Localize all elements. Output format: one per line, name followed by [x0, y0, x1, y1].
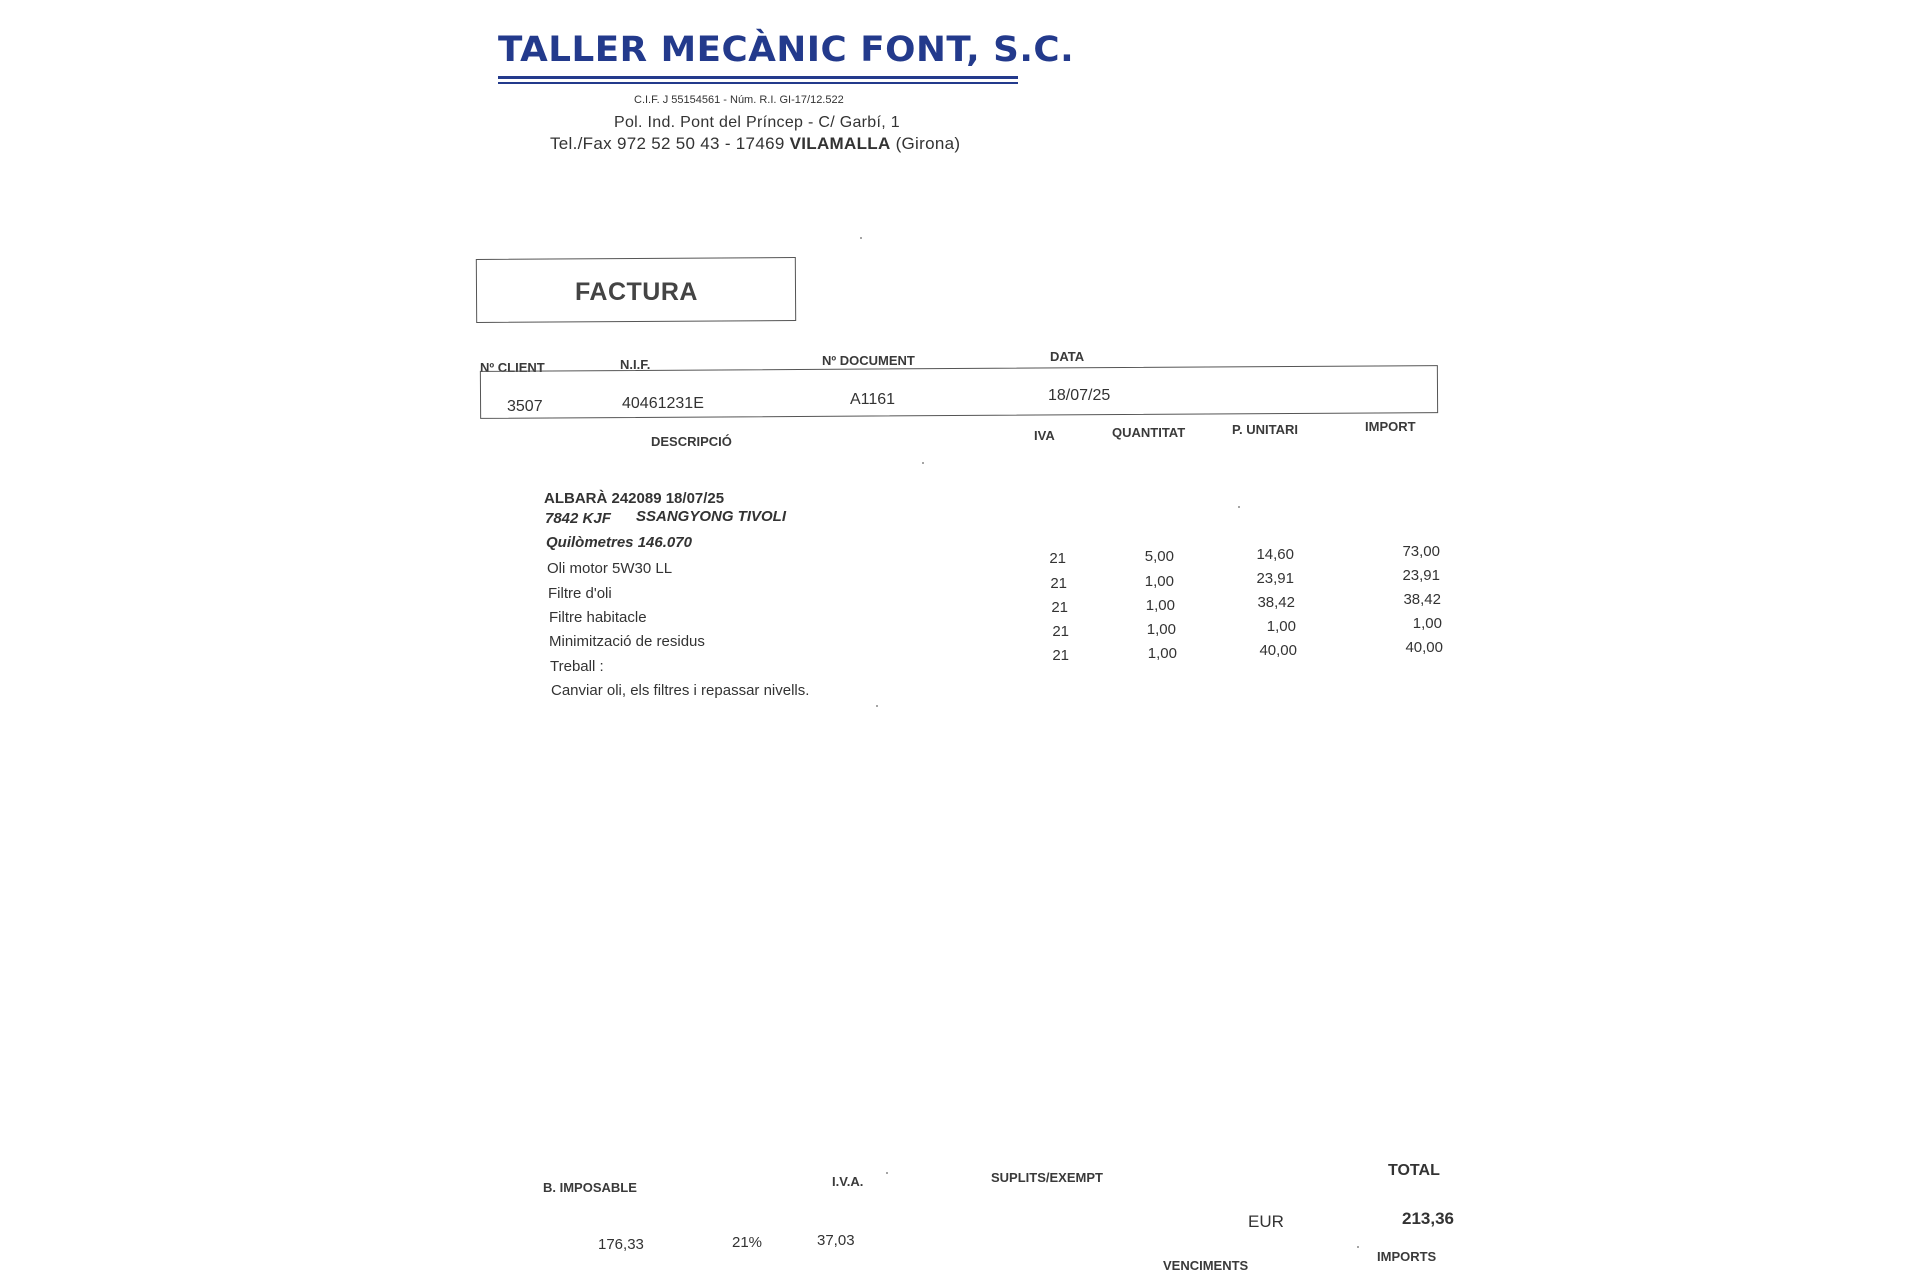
column-header-unit-price: P. UNITARI: [1232, 422, 1298, 437]
vat-label: I.V.A.: [832, 1174, 864, 1189]
date-label: DATA: [1050, 349, 1085, 364]
line-unit-price: 38,42: [1257, 594, 1295, 611]
document-number-label: Nº DOCUMENT: [822, 353, 915, 368]
logo-underline-thin: [498, 82, 1018, 84]
vehicle-model: SSANGYONG TIVOLI: [636, 508, 787, 525]
line-quantity: 1,00: [1147, 645, 1177, 662]
company-cif: C.I.F. J 55154561 - Núm. R.I. GI-17/12.522: [634, 94, 844, 106]
company-name: TALLER MECÀNIC FONT, S.C.: [498, 30, 1075, 70]
line-iva: 21: [1051, 599, 1068, 616]
line-description: Minimització de residus: [549, 633, 705, 650]
nif-label: N.I.F.: [620, 357, 651, 372]
document-number: A1161: [850, 391, 896, 408]
scan-speck: [1238, 506, 1240, 508]
column-header-amount: IMPORT: [1365, 419, 1416, 434]
line-description: Filtre habitacle: [549, 609, 647, 626]
line-quantity: 5,00: [1144, 548, 1174, 565]
line-unit-price: 23,91: [1256, 570, 1294, 587]
line-quantity: 1,00: [1146, 621, 1176, 638]
line-iva: 21: [1049, 550, 1066, 567]
vat-rate: 21%: [732, 1234, 763, 1251]
currency-label: EUR: [1248, 1212, 1284, 1231]
column-header-description: DESCRIPCIÓ: [651, 434, 732, 449]
line-iva: 21: [1052, 647, 1069, 664]
total-amount: 213,36: [1402, 1209, 1454, 1228]
scan-speck: [876, 705, 878, 707]
scan-speck: [860, 237, 862, 239]
company-province: (Girona): [895, 134, 961, 153]
due-dates-label: VENCIMENTS: [1163, 1258, 1249, 1273]
line-amount: 23,91: [1402, 567, 1440, 584]
invoice-date: 18/07/25: [1048, 387, 1111, 404]
line-description: Filtre d'oli: [548, 585, 612, 602]
client-number-label: Nº CLIENT: [480, 360, 545, 375]
nif-value: 40461231E: [622, 395, 704, 412]
line-unit-price: 40,00: [1259, 642, 1297, 659]
line-amount: 1,00: [1412, 615, 1442, 632]
company-address: Pol. Ind. Pont del Príncep - C/ Garbí, 1: [614, 114, 900, 131]
line-unit-price: 1,00: [1266, 618, 1296, 635]
document-type-title: FACTURA: [575, 278, 698, 306]
logo-underline: [498, 76, 1018, 79]
line-unit-price: 14,60: [1256, 546, 1294, 563]
line-amount: 40,00: [1405, 639, 1443, 656]
column-header-quantity: QUANTITAT: [1112, 425, 1186, 440]
work-description: Canviar oli, els filtres i repassar nivells.: [551, 682, 810, 699]
line-quantity: 1,00: [1145, 597, 1175, 614]
delivery-note: ALBARÀ 242089 18/07/25: [544, 490, 725, 507]
scan-speck: [922, 462, 924, 464]
scan-speck: [1357, 1246, 1359, 1248]
line-quantity: 1,00: [1144, 573, 1174, 590]
supplies-exempt-label: SUPLITS/EXEMPT: [991, 1170, 1103, 1185]
taxable-base-value: 176,33: [598, 1236, 644, 1253]
vehicle-plate: 7842 KJF: [545, 510, 611, 527]
client-number: 3507: [507, 398, 543, 415]
vat-amount: 37,03: [817, 1232, 855, 1249]
taxable-base-label: B. IMPOSABLE: [543, 1180, 637, 1195]
company-town: VILAMALLA: [789, 134, 891, 153]
company-contact: [550, 134, 960, 154]
total-label: TOTAL: [1388, 1162, 1440, 1179]
amounts-label: IMPORTS: [1377, 1249, 1437, 1264]
line-iva: 21: [1050, 575, 1067, 592]
line-description: Oli motor 5W30 LL: [547, 560, 673, 577]
scan-speck: [886, 1172, 888, 1174]
line-amount: 73,00: [1402, 543, 1440, 560]
line-description: Treball :: [550, 658, 604, 675]
column-header-iva: IVA: [1034, 428, 1055, 443]
company-phone: Tel./Fax 972 52 50 43 - 17469: [550, 134, 785, 153]
line-amount: 38,42: [1403, 591, 1441, 608]
vehicle-mileage: Quilòmetres 146.070: [546, 534, 692, 551]
line-iva: 21: [1052, 623, 1069, 640]
